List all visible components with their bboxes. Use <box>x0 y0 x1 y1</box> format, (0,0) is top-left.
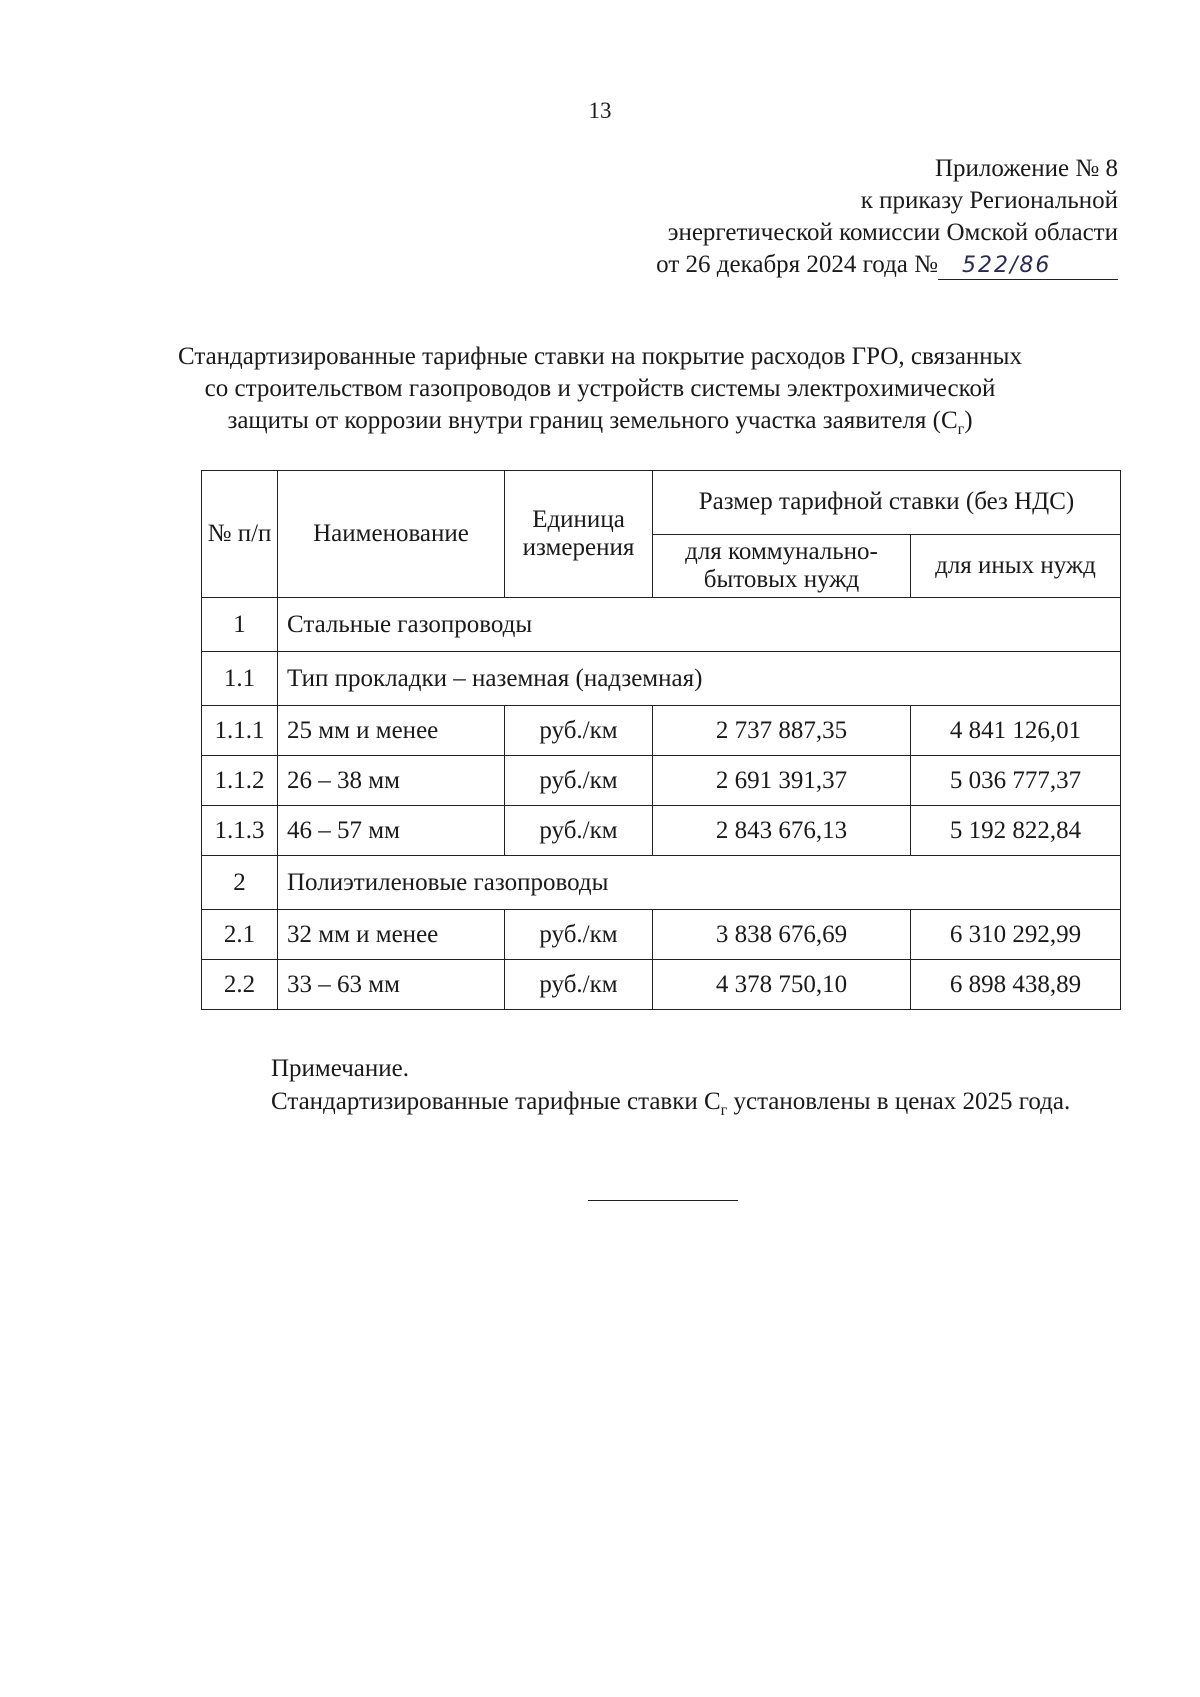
note-label: Примечание. <box>271 1055 410 1082</box>
table-row: 1.1 Тип прокладки – наземная (надземная) <box>202 652 1121 706</box>
header-rate-group: Размер тарифной ставки (без НДС) <box>653 471 1121 535</box>
note-text: Стандартизированные тарифные ставки $С_г$ установлены в ценах 2025 года. <box>271 1088 1071 1119</box>
table-row: 1.1.1 25 мм и менее руб./км 2 737 887,35 4 841 126,01 <box>202 706 1121 756</box>
note <box>201 1052 1120 1127</box>
end-divider <box>588 1200 738 1201</box>
order-number-handwritten: 522/86 <box>938 253 1118 280</box>
appendix-line-3: энергетической комиссии Омской области <box>667 219 1118 246</box>
appendix-line-2: к приказу Региональной <box>860 187 1118 214</box>
header-unit: Единица измерения <box>505 471 653 598</box>
appendix-line-4 <box>656 249 1118 281</box>
tariff-table <box>201 470 1121 1010</box>
table-row: 1 Стальные газопроводы <box>202 598 1121 652</box>
appendix-line-1: Приложение № 8 <box>934 155 1118 182</box>
table-row: 1.1.3 46 – 57 мм руб./км 2 843 676,13 5 192 822,84 <box>202 806 1121 856</box>
header-num: № п/п <box>202 471 278 598</box>
table-row: 1.1.2 26 – 38 мм руб./км 2 691 391,37 5 036 777,37 <box>202 756 1121 806</box>
page-number: 13 <box>588 98 612 123</box>
document-title <box>150 341 1050 446</box>
appendix-header <box>656 153 1118 281</box>
table-row: 2.2 33 – 63 мм руб./км 4 378 750,10 6 898 438,89 <box>202 960 1121 1010</box>
header-name: Наименование <box>278 471 505 598</box>
table-row: 2.1 32 мм и менее руб./км 3 838 676,69 6 310 292,99 <box>202 910 1121 960</box>
order-date: от 26 декабря 2024 года № <box>656 251 938 278</box>
header-communal: для коммунально-бытовых нужд <box>653 534 911 598</box>
table-row: 2 Полиэтиленовые газопроводы <box>202 856 1121 910</box>
title-line-1: Стандартизированные тарифные ставки на покрытие расходов ГРО, связанных <box>178 343 1022 370</box>
title-line-3: защиты от коррозии внутри границ земельного участка заявителя $(С_г)$ <box>227 407 973 438</box>
header-other: для иных нужд <box>911 534 1121 598</box>
title-line-2: со строительством газопроводов и устройств системы электрохимической <box>204 375 996 402</box>
